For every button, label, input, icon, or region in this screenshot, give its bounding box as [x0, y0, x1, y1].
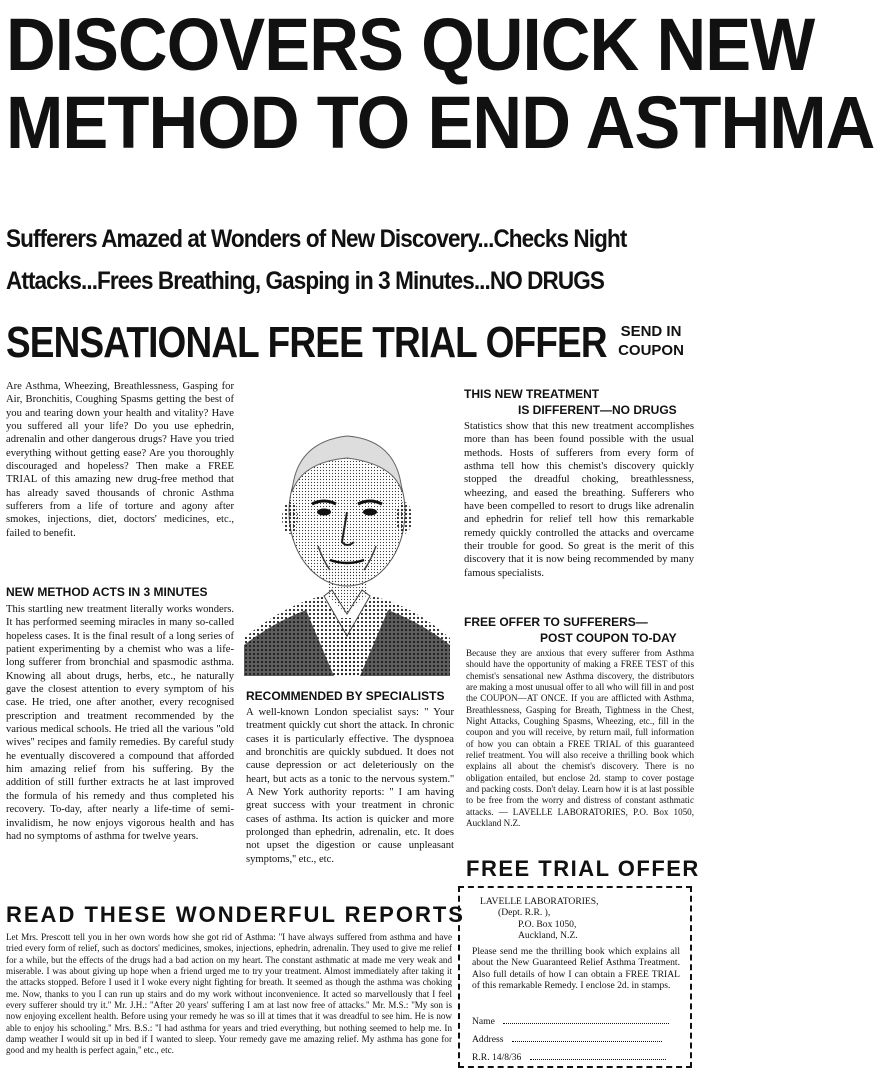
col3-body1: Statistics show that this new treatment accomplishes more than has been found possible with the usual methods. Hosts of sufferers from every form of asthma tell how this chemist's discovery quickly stopped the dreadful choking, breathlessness, wheezing, and eased the breathing. Sufferers who have been compelled to resort to drugs like adrenalin and ephedrin for relief tell how this remarkable remedy quickly controlled the attacks and overcame their trouble for good. So great is the merit of this discovery that it is now being recommended by many famous specialists.	[464, 421, 694, 579]
col3-heading1-line1: THIS NEW TREATMENT	[464, 387, 600, 401]
col2-body: A well-known London specialist says: '' Your treatment quickly cut short the attack. In chronic cases it is particularly effective. The dyspnoea and bronchitis are quickly subdued. It does not cause depression or act deleteriously on the heart, but acts as a tonic to the nervous system.'' A New York authority reports: '' I am having great success with your treatment in chronic cases of asthma. Its action is quicker and more prolonged than ephedrin, adrenalin, etc. It does not upset the digestion or cause unpleasant symptoms,'' etc., etc.	[246, 707, 454, 865]
col2-heading: RECOMMENDED BY SPECIALISTS	[246, 689, 445, 703]
reports-body: Let Mrs. Prescott tell you in her own words how she got rid of Asthma: ''I have always suffered from asthma and have tried every form of relief, such as doctors' medicines, smokes, injections, ephedrin, adrenalin. They used to give me relief for a while, but the effects of the drugs had a bad action on my heart. The constant asthmatic at made me very weak and miserable. I was about giving up hope when a friend urged me to try your treatment. Almost immediately after taking it the attacks stopped. Before I used it I woke every night fighting for breath. It seemed as though the asthma was choking me. Now, thanks to you I can run up stairs and do my work without inconvenience. It acted so marvellously that I feel every sufferer should try it.'' Mr. J.H.: ''After 20 years' suffering I am at last now free of attacks.'' Mr. M.S.: ''My son is now enjoying excellent health. Before using your remedy he was so ill at times that it was dreadful to see him. He is now able to enjoy his schooling.'' Mrs. B.S.: ''I had asthma for years and tried everything, but nothing seemed to help me. In damp weather I would sit up in bed if I wanted to sleep. Your remedy gave me amazing relief. My asthma has gone for good and my health is perfect again,'' etc., etc.	[6, 932, 452, 1056]
send-in-coupon	[608, 322, 694, 360]
offer-banner-title: SENSATIONAL FREE TRIAL OFFER	[6, 318, 607, 367]
coupon-address-line-3: P.O. Box 1050,	[518, 918, 577, 930]
coupon-heading: FREE TRIAL OFFER	[466, 856, 700, 881]
coupon-address-row[interactable]	[472, 1032, 682, 1045]
send-line-1: SEND IN	[620, 323, 682, 340]
portrait-illustration	[244, 400, 450, 676]
coupon-address-line-2: (Dept. R.R. ),	[498, 907, 551, 919]
coupon-address-line-1: LAVELLE LABORATORIES,	[480, 896, 599, 907]
coupon-form[interactable]	[458, 886, 692, 1068]
coupon-code: R.R. 14/8/36	[472, 1052, 522, 1063]
coupon-address-label: Address	[472, 1034, 504, 1045]
col3-heading2-line2: POST COUPON TO-DAY	[540, 631, 677, 645]
coupon-name-label: Name	[472, 1016, 495, 1027]
col3-heading1-line2: IS DIFFERENT—NO DRUGS	[518, 403, 677, 417]
coupon-address-line-4: Auckland, N.Z.	[518, 929, 578, 941]
coupon-code-row	[472, 1050, 682, 1063]
subheadline-line-1: Sufferers Amazed at Wonders of New Discovery...Checks Night	[6, 225, 627, 253]
headline-line-1: DISCOVERS QUICK NEW	[6, 3, 815, 86]
chemist-portrait	[244, 400, 450, 676]
col3-body2: Because they are anxious that every sufferer from Asthma should have the opportunity of making a FREE TEST of this chemist's sensational new Asthma discovery, the distributors are making a most unusual offer to all who will fill in and post the COUPON—AT ONCE. If you are afflicted with Asthma, Breathlessness, Gasping for Breath, Tightness in the Chest, Night Attacks, Coughing Spasms, Wheezing, etc., fill in the coupon and you will receive, by return mail, full information of how you can obtain a FREE TRIAL of this guaranteed relief treatment. You will also receive a thrilling book which explains all about the chemist's discovery. There is no obligation entailed, but enclose 2d. stamp to cover postage and packing costs. Don't delay. Learn how it is at last possible to be free from the worry and distress of constant asthmatic attacks. — LAVELLE LABORATORIES, P.O. Box 1050, Auckland N.Z.	[466, 648, 694, 829]
headline-line-2: METHOD TO END ASTHMA	[6, 81, 874, 164]
coupon-address-field[interactable]	[512, 1032, 662, 1042]
coupon-request: Please send me the thrilling book which explains all about the New Guaranteed Relief Asthma Treatment. Also full details of how I can obtain a FREE TRIAL of this remarkable Remedy. I enclose 2d. in stamps.	[472, 946, 680, 991]
coupon-code-field[interactable]	[530, 1050, 666, 1060]
col1-intro: Are Asthma, Wheezing, Breathlessness, Gasping for Air, Bronchitis, Coughing Spasms getting the best of you and tearing down your health and vitality? Have you suffered all your life? Do you use ephedrin, adrenalin and other dangerous drugs? Have you tried everything without getting ease? Are you thoroughly discouraged and hopeless? Then make a FREE TRIAL of this amazing new drug-free method that has already saved thousands of chronic Asthma sufferers from a life of torture and agony after smokes, injections, diet, doctors' medicines, etc., failed to benefit.	[6, 381, 234, 539]
send-line-2: COUPON	[618, 342, 684, 359]
col3-heading2-line1: FREE OFFER TO SUFFERERS—	[464, 615, 648, 629]
coupon-name-row[interactable]	[472, 1014, 682, 1027]
reports-heading: READ THESE WONDERFUL REPORTS	[6, 902, 465, 927]
col1-heading: NEW METHOD ACTS IN 3 MINUTES	[6, 585, 208, 599]
coupon-name-field[interactable]	[503, 1014, 669, 1024]
col1-body: This startling new treatment literally works wonders. It has performed seeming miracles in many so-called hopeless cases. It is the final result of a long series of patient experimenting by a chemist who was a life-long sufferer from bronchial and spasmodic asthma. Knowing all about drugs, herbs, etc., he naturally gave the closest attention to every symptom of his case. He tried, one after another, every recognised prescription and treatment recommended by the various medical schools. He tried all the various ''old wives'' recipes and family remedies. By careful study he eventually discovered a compound that afforded him amazing relief from his suffering. By the addition of still further extracts he at last improved the formula of his remedy and thus completed his recovery. To-day, after nearly a life-time of semi-invalidism, he now enjoys vigorous health and has had no symptoms of asthma for twelve years.	[6, 604, 234, 842]
subheadline-line-2: Attacks...Frees Breathing, Gasping in 3 Minutes...NO DRUGS	[6, 267, 604, 295]
